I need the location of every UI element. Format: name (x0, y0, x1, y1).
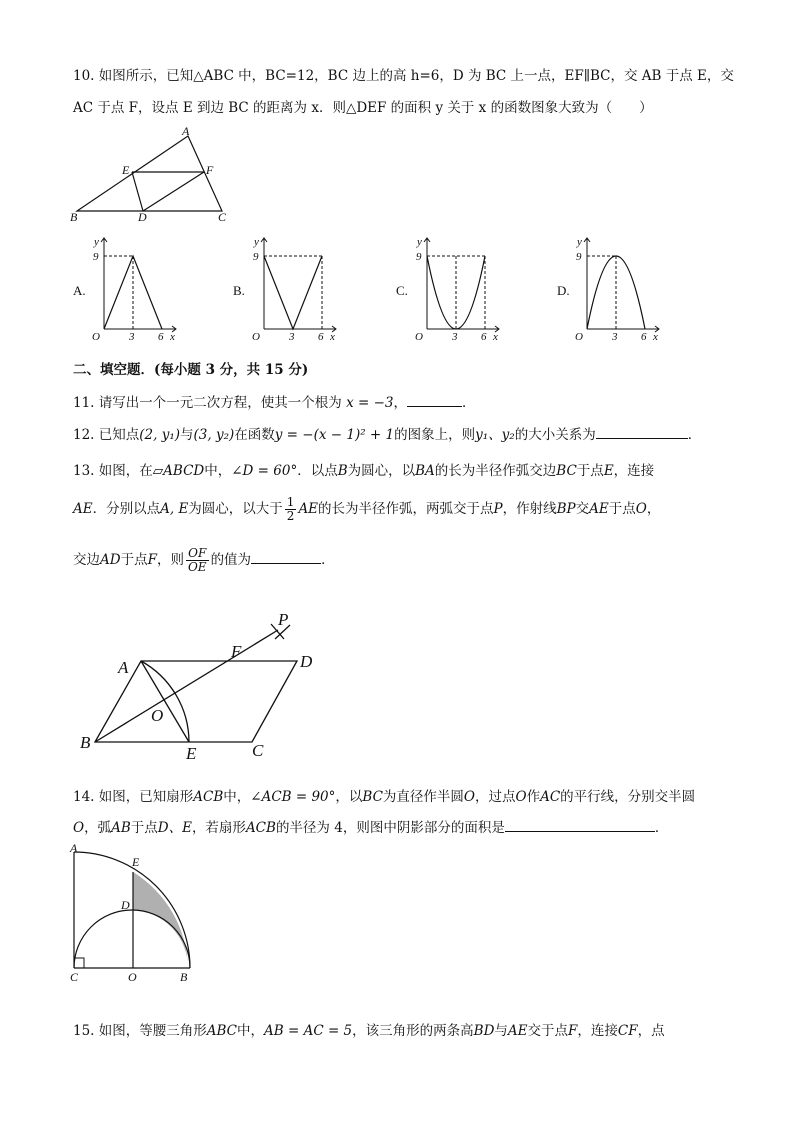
q13-label-B: B (80, 733, 91, 752)
graph-c-o: O (415, 331, 423, 342)
graph-a-6: 6 (158, 331, 164, 342)
q12-mid2: 在函数 (234, 427, 275, 443)
q14-label-A: A (70, 841, 78, 855)
graph-d-9: 9 (576, 251, 582, 263)
graph-c-y: y (417, 236, 422, 248)
q14-l1d: ∠ACB = 90° (250, 789, 336, 805)
q13-frac-num: 1 (286, 495, 295, 509)
q10-graph-d (571, 232, 666, 342)
q13-line3 (73, 545, 335, 575)
q14-answer-blank[interactable] (505, 817, 655, 832)
q10-label-C: C (218, 210, 227, 224)
graph-d-6: 6 (641, 331, 647, 342)
q11-suffix: ， (393, 395, 407, 411)
q12-function: y = −(x − 1)² + 1 (274, 427, 395, 443)
q13-l2j: 交 (575, 501, 590, 517)
q13-l1d: ∠D = 60° (231, 463, 298, 479)
q10-option-c[interactable]: C. (396, 283, 408, 298)
q14-l1l: AC (540, 789, 561, 805)
q13-l1a: 13. 如图，在 (73, 463, 153, 479)
q13-l1b: ▱ABCD (152, 463, 205, 479)
q15-l1i: 交于点 (527, 1023, 569, 1039)
q12-point1: (2, y₁) (139, 427, 181, 443)
q10-option-d[interactable]: D. (557, 283, 570, 298)
q13-l1m: ，连接 (613, 463, 655, 479)
q12-mid3: 的图象上，则 (394, 427, 476, 443)
q14-l1h: O (463, 789, 475, 805)
q13-l2b: ．分别以点 (92, 501, 161, 517)
q12-mid4: 的大小关系为 (514, 427, 596, 443)
q12-end: ． (687, 427, 702, 443)
q11-line (73, 392, 475, 412)
q13-label-E: E (186, 744, 197, 763)
q14-l1f: BC (362, 789, 383, 805)
q12-prefix: 12. 已知点 (73, 427, 140, 443)
graph-c-3: 3 (452, 331, 458, 342)
graph-c-9: 9 (416, 251, 422, 263)
q13-l1h: BA (415, 463, 435, 479)
q15-l1m: ，点 (637, 1023, 665, 1039)
q14-l2c: AB (111, 820, 131, 836)
q10-label-F: F (206, 163, 214, 177)
q13-l2n: ， (646, 501, 661, 517)
q11-end: ． (461, 395, 476, 411)
q13-l1e: ．以点 (297, 463, 338, 479)
q15-l1f: BD (473, 1023, 495, 1039)
q13-l2m: O (635, 501, 647, 517)
graph-b-3: 3 (289, 331, 295, 342)
q13-l2l: 于点 (608, 501, 636, 517)
q10-option-b[interactable]: B. (233, 283, 245, 298)
q14-line2 (73, 817, 668, 837)
q14-l1k: 作 (526, 789, 541, 805)
q13-l3c: 于点 (120, 552, 148, 568)
q12-vars: y₁、y₂ (475, 427, 515, 443)
q13-l2h: ，作射线 (502, 501, 557, 517)
q14-l2b: ，弧 (84, 820, 112, 836)
q13-label-P: P (278, 610, 289, 629)
q13-label-O: O (151, 706, 164, 725)
q14-l2g: ACB (245, 820, 276, 836)
q13-line2 (73, 494, 660, 524)
q12-line (73, 424, 701, 444)
graph-b-y: y (254, 236, 259, 248)
q11-prefix: 11. 请写出一个一元二次方程，使其一个根为 (73, 395, 347, 411)
q13-l1c: 中， (204, 463, 232, 479)
q14-l2a: O (73, 820, 85, 836)
q15-l1b: ABC (206, 1023, 238, 1039)
q13-frac2-den: OE (187, 560, 207, 574)
graph-b-x: x (330, 331, 335, 342)
q13-ratio-fraction (186, 547, 209, 574)
q10-option-a[interactable]: A. (73, 283, 86, 298)
q10-triangle-figure (68, 125, 238, 225)
q14-sector-figure (66, 840, 201, 985)
q15-line1 (73, 1022, 665, 1040)
q15-l1l: CF (617, 1023, 638, 1039)
graph-c-6: 6 (481, 331, 487, 342)
q15-l1j: F (568, 1023, 578, 1039)
q14-l1j: O (515, 789, 527, 805)
q14-label-D: D (121, 898, 130, 912)
q11-math: x = −3 (346, 395, 394, 411)
q14-l1b: ACB (193, 789, 224, 805)
graph-a-y: y (94, 236, 99, 248)
q13-half-fraction (285, 496, 297, 523)
q13-l2k: AE (589, 501, 609, 517)
q14-l2d: 于点 (130, 820, 158, 836)
q12-point2: (3, y₂) (193, 427, 235, 443)
graph-d-y: y (577, 236, 582, 248)
q15-l1k: ，连接 (577, 1023, 618, 1039)
graph-b-6: 6 (318, 331, 324, 342)
q14-l1g: 为直径作半圆 (382, 789, 464, 805)
graph-d-x: x (653, 331, 658, 342)
q13-l3d: F (147, 552, 157, 568)
graph-c-x: x (493, 331, 498, 342)
q13-l1l: E (603, 463, 614, 479)
q13-l2d: 为圆心，以大于 (188, 501, 283, 517)
q10-label-D: D (138, 210, 147, 224)
q13-label-F: F (231, 642, 242, 661)
q13-parallelogram-figure (78, 605, 328, 765)
q13-l3f: 的值为 (210, 552, 252, 568)
q14-l2i: ． (654, 820, 669, 836)
q13-frac-den: 2 (286, 509, 295, 523)
q12-mid1: 与 (180, 427, 194, 443)
q13-l2a: AE (73, 501, 93, 517)
q13-l2f: 的长为半径作弧，两弧交于点 (318, 501, 494, 517)
q14-l1e: ，以 (335, 789, 363, 805)
q12-answer-blank[interactable] (596, 424, 688, 439)
q10-graph-a (88, 232, 183, 342)
q15-l1d: AB = AC = 5 (264, 1023, 353, 1039)
q13-l1i: 的长为半径作弧交边 (434, 463, 557, 479)
q13-answer-blank[interactable] (251, 549, 321, 564)
q15-l1a: 15. 如图，等腰三角形 (73, 1023, 207, 1039)
q10-graph-c (411, 232, 506, 342)
q14-l1i: ，过点 (475, 789, 516, 805)
q14-label-E: E (132, 855, 140, 869)
graph-b-9: 9 (253, 251, 259, 263)
q13-label-D: D (300, 652, 313, 671)
q14-label-B: B (180, 970, 188, 984)
q15-l1h: AE (507, 1023, 528, 1039)
q14-l1m: 的平行线，分别交半圆 (560, 789, 696, 805)
q13-l3g: ． (321, 552, 335, 568)
graph-a-o: O (92, 331, 100, 342)
q15-l1g: 与 (494, 1023, 508, 1039)
q13-l1j: BC (556, 463, 577, 479)
q10-line2: AC 于点 F，设点 E 到边 BC 的距离为 x．则△DEF 的面积 y 关于 x 的函数图象大致为（ ） (73, 100, 653, 116)
q13-l1g: 为圆心，以 (347, 463, 416, 479)
q10-label-A: A (182, 125, 190, 138)
q10-line1: 10. 如图所示，已知△ABC 中，BC=12，BC 边上的高 h=6，D 为 BC 上一点，EF∥BC，交 AB 于点 E，交 (73, 68, 734, 84)
q15-l1e: ，该三角形的两条高 (352, 1023, 474, 1039)
graph-a-9: 9 (93, 251, 99, 263)
q13-l2i: BP (556, 501, 576, 517)
q10-label-B: B (70, 210, 78, 224)
q13-line1 (73, 462, 654, 480)
q14-line1 (73, 788, 695, 806)
q14-l2h: 的半径为 4，则图中阴影部分的面积是 (275, 820, 505, 836)
q11-answer-blank[interactable] (407, 392, 462, 407)
q14-l1c: 中， (223, 789, 251, 805)
q13-l1f: B (337, 463, 348, 479)
q15-l1c: 中， (237, 1023, 265, 1039)
q13-l2g: P (493, 501, 503, 517)
q13-label-A: A (118, 658, 129, 677)
q14-label-O: O (128, 970, 137, 984)
graph-d-3: 3 (612, 331, 618, 342)
q10-label-E: E (122, 163, 130, 177)
graph-a-3: 3 (129, 331, 135, 342)
q13-l2c: A, E (160, 501, 189, 517)
q14-l2e: D、E (157, 820, 192, 836)
q14-l2f: ，若扇形 (191, 820, 246, 836)
q13-l3a: 交边 (73, 552, 100, 568)
q14-l1a: 14. 如图，已知扇形 (73, 789, 194, 805)
q13-l3b: AD (100, 552, 121, 568)
q14-label-C: C (70, 970, 79, 984)
graph-b-o: O (252, 331, 260, 342)
section-title: 二、填空题．(每小题 3 分，共 15 分) (73, 362, 309, 378)
q13-l3e: ，则 (156, 552, 184, 568)
q13-frac2-num: OF (186, 547, 209, 561)
q13-label-C: C (252, 741, 264, 760)
graph-d-o: O (575, 331, 583, 342)
q10-graph-b (248, 232, 343, 342)
graph-a-x: x (170, 331, 175, 342)
q13-l2e: AE (298, 501, 319, 517)
q13-l1k: 于点 (576, 463, 604, 479)
